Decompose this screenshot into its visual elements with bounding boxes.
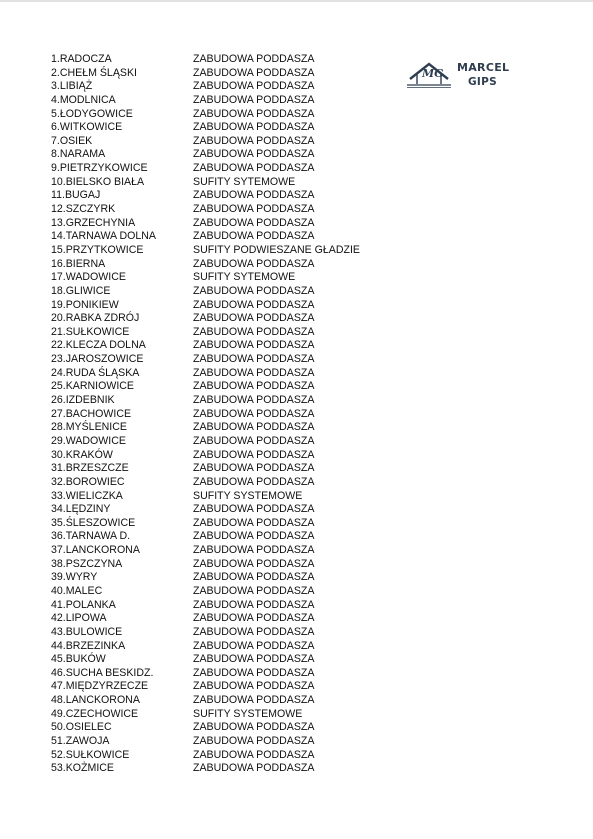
location-name: 17.WADOWICE — [51, 271, 126, 284]
work-type: ZABUDOWA PODDASZA — [193, 203, 315, 216]
location-name: 5.ŁODYGOWICE — [51, 107, 133, 120]
location-name: 1.RADOCZA — [51, 53, 112, 65]
work-type: ZABUDOWA PODDASZA — [193, 339, 315, 352]
location-name: 21.SUŁKOWICE — [51, 325, 130, 338]
work-type: ZABUDOWA PODDASZA — [193, 53, 315, 65]
work-type: ZABUDOWA PODDASZA — [193, 571, 315, 584]
location-name: 20.RABKA ZDRÓJ — [51, 312, 140, 325]
work-type: ZABUDOWA PODDASZA — [193, 448, 315, 461]
work-type: ZABUDOWA PODDASZA — [193, 298, 315, 311]
work-type: SUFITY SYTEMOWE — [193, 175, 296, 188]
work-type: ZABUDOWA PODDASZA — [193, 694, 315, 707]
work-type: ZABUDOWA PODDASZA — [193, 557, 315, 570]
location-name: 36.TARNAWA D. — [51, 530, 131, 543]
location-name: 47.MIĘDZYRZECZE — [51, 680, 149, 693]
location-name: 28.MYŚLENICE — [51, 421, 127, 434]
location-name: 43.BULOWICE — [51, 625, 123, 638]
work-type: ZABUDOWA PODDASZA — [193, 366, 315, 379]
location-name: 34.LĘDZINY — [51, 503, 111, 516]
work-type: ZABUDOWA PODDASZA — [193, 584, 315, 597]
location-name: 8.NARAMA — [51, 148, 106, 161]
work-type: ZABUDOWA PODDASZA — [193, 434, 315, 447]
work-type: ZABUDOWA PODDASZA — [193, 121, 315, 134]
location-name: 18.GLIWICE — [51, 284, 111, 297]
location-name: 6.WITKOWICE — [51, 121, 123, 134]
work-type: SUFITY SYSTEMOWE — [193, 489, 303, 502]
work-type: ZABUDOWA PODDASZA — [193, 107, 315, 120]
work-type: SUFITY SYSTEMOWE — [193, 707, 303, 720]
location-name: 12.SZCZYRK — [51, 203, 116, 216]
work-type: ZABUDOWA PODDASZA — [193, 598, 315, 611]
location-name: 38.PSZCZYNA — [51, 557, 123, 570]
work-type: ZABUDOWA PODDASZA — [193, 421, 315, 434]
location-name: 51.ZAWOJA — [51, 735, 110, 748]
location-name: 23.JAROSZOWICE — [51, 353, 144, 366]
work-type: ZABUDOWA PODDASZA — [193, 625, 315, 638]
work-type: ZABUDOWA PODDASZA — [193, 162, 315, 175]
location-name: 7.OSIEK — [51, 134, 93, 147]
page-top-border — [0, 0, 593, 2]
work-type: ZABUDOWA PODDASZA — [193, 134, 315, 147]
work-type: ZABUDOWA PODDASZA — [193, 530, 315, 543]
location-name: 33.WIELICZKA — [51, 489, 123, 502]
work-type: ZABUDOWA PODDASZA — [193, 666, 315, 679]
work-type: ZABUDOWA PODDASZA — [193, 93, 315, 106]
location-name: 41.POLANKA — [51, 598, 116, 611]
work-type: ZABUDOWA PODDASZA — [193, 503, 315, 516]
work-type: ZABUDOWA PODDASZA — [193, 230, 315, 243]
location-name: 24.RUDA ŚLĄSKA — [51, 366, 140, 379]
work-type: ZABUDOWA PODDASZA — [193, 680, 315, 693]
work-type: ZABUDOWA PODDASZA — [193, 80, 315, 93]
location-name: 10.BIELSKO BIAŁA — [51, 175, 145, 188]
work-type: ZABUDOWA PODDASZA — [193, 544, 315, 557]
location-name: 53.KOŻMICE — [51, 762, 114, 775]
location-name: 32.BOROWIEC — [51, 475, 125, 488]
location-name: 48.LANCKORONA — [51, 694, 140, 707]
location-name: 26.IZDEBNIK — [51, 394, 115, 407]
work-type: ZABUDOWA PODDASZA — [193, 394, 315, 407]
location-name: 27.BACHOWICE — [51, 407, 132, 420]
logo-monogram: MG — [422, 67, 444, 80]
work-type: ZABUDOWA PODDASZA — [193, 462, 315, 475]
location-name: 16.BIERNA — [51, 257, 106, 270]
location-name: 37.LANCKORONA — [51, 544, 140, 557]
work-type: ZABUDOWA PODDASZA — [193, 475, 315, 488]
logo-brand-name: MARCEL — [457, 61, 510, 74]
company-logo — [407, 60, 511, 90]
work-type: ZABUDOWA PODDASZA — [193, 653, 315, 666]
work-type: ZABUDOWA PODDASZA — [193, 66, 315, 79]
location-name: 31.BRZESZCZE — [51, 462, 129, 475]
work-type: ZABUDOWA PODDASZA — [193, 284, 315, 297]
location-name: 19.PONIKIEW — [51, 298, 119, 311]
work-type: SUFITY PODWIESZANE GŁADZIE — [193, 243, 360, 256]
location-name: 49.CZECHOWICE — [51, 707, 139, 720]
work-type: ZABUDOWA PODDASZA — [193, 407, 315, 420]
logo-brand-subtitle: GIPS — [468, 76, 497, 88]
work-type: ZABUDOWA PODDASZA — [193, 325, 315, 338]
location-name: 9.PIETRZYKOWICE — [51, 162, 148, 175]
work-type: ZABUDOWA PODDASZA — [193, 189, 315, 202]
location-name: 13.GRZECHYNIA — [51, 216, 136, 229]
location-name: 30.KRAKÓW — [51, 448, 113, 461]
location-name: 25.KARNIOWICE — [51, 380, 135, 393]
location-name: 52.SUŁKOWICE — [51, 748, 130, 761]
work-type: ZABUDOWA PODDASZA — [193, 216, 315, 229]
work-type: ZABUDOWA PODDASZA — [193, 257, 315, 270]
location-name: 4.MODLNICA — [51, 93, 116, 106]
work-type: SUFITY SYTEMOWE — [193, 271, 296, 284]
work-type: ZABUDOWA PODDASZA — [193, 748, 315, 761]
location-name: 35.ŚLESZOWICE — [51, 516, 136, 529]
location-name: 29.WADOWICE — [51, 434, 126, 447]
location-name: 11.BUGAJ — [51, 189, 101, 202]
work-type: ZABUDOWA PODDASZA — [193, 312, 315, 325]
work-type: ZABUDOWA PODDASZA — [193, 639, 315, 652]
work-type: ZABUDOWA PODDASZA — [193, 353, 315, 366]
work-type: ZABUDOWA PODDASZA — [193, 762, 315, 775]
location-name: 22.KLECZA DOLNA — [51, 339, 146, 352]
work-type: ZABUDOWA PODDASZA — [193, 612, 315, 625]
location-name: 50.OSIELEC — [51, 721, 112, 734]
work-type: ZABUDOWA PODDASZA — [193, 735, 315, 748]
location-name: 40.MALEC — [51, 584, 103, 597]
location-name: 42.LIPOWA — [51, 612, 107, 625]
location-name: 45.BUKÓW — [51, 653, 106, 666]
work-type: ZABUDOWA PODDASZA — [193, 148, 315, 161]
location-name: 3.LIBIĄŻ — [51, 80, 93, 93]
location-name: 44.BRZEZINKA — [51, 639, 126, 652]
location-name: 39.WYRY — [51, 571, 98, 584]
location-name: 46.SUCHA BESKIDZ. — [51, 666, 154, 679]
location-name: 15.PRZYTKOWICE — [51, 243, 144, 256]
work-type: ZABUDOWA PODDASZA — [193, 380, 315, 393]
location-name: 2.CHEŁM ŚLĄSKI — [51, 66, 137, 79]
location-name: 14.TARNAWA DOLNA — [51, 230, 156, 243]
work-type: ZABUDOWA PODDASZA — [193, 721, 315, 734]
work-type: ZABUDOWA PODDASZA — [193, 516, 315, 529]
